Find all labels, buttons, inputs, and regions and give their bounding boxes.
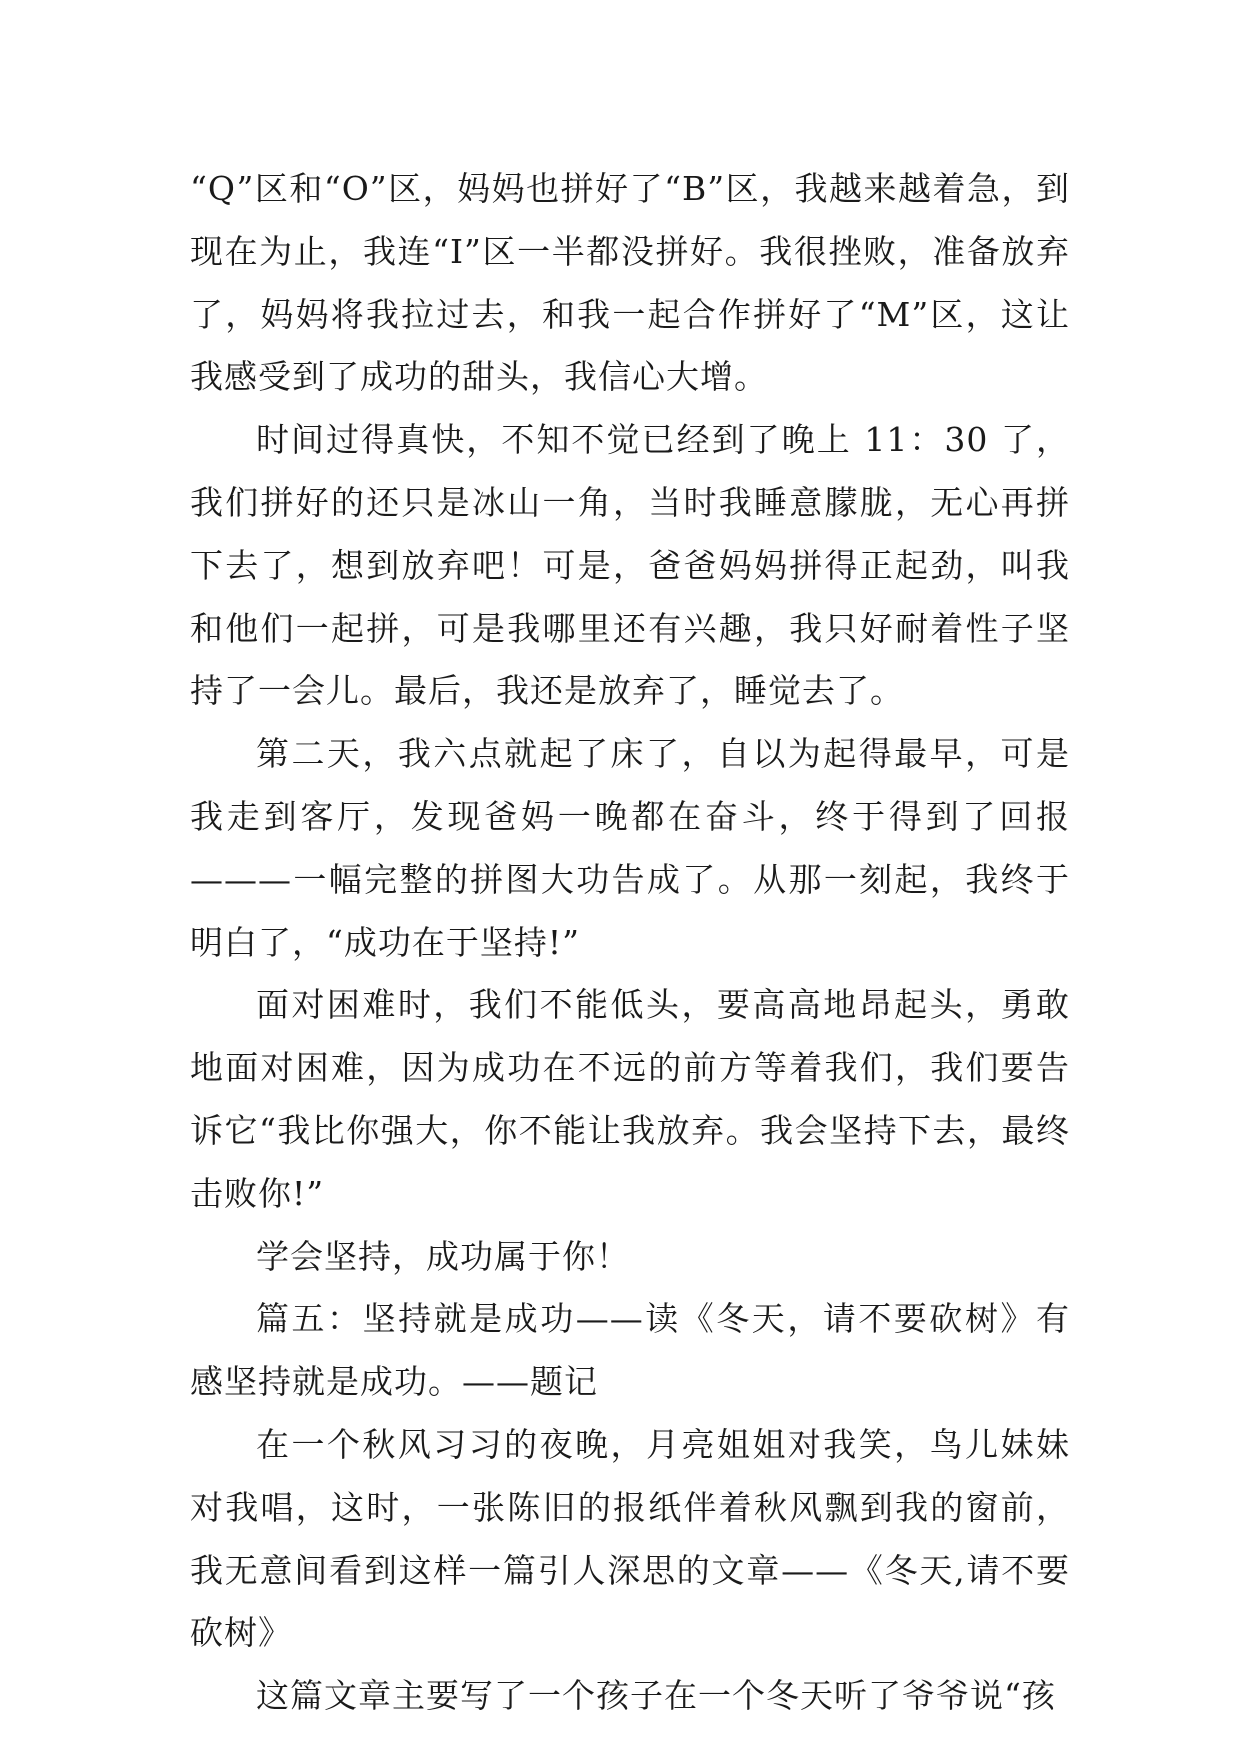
paragraph: “Q”区和“O”区，妈妈也拼好了“B”区，我越来越着急，到现在为止，我连“I”区一半都没拼好。我很挫败，准备放弃了，妈妈将我拉过去，和我一起合作拼好了“M”区，这让我感受到了成功的甜头，我信心大增。 [190,169,1070,397]
document-body [190,158,1070,1728]
paragraph: 这篇文章主要写了一个孩子在一个冬天听了爷爷说“孩 [256,1676,1056,1716]
paragraph: 面对困难时，我们不能低头，要高高地昂起头，勇敢地面对困难，因为成功在不远的前方等着我们，我们要告诉它“我比你强大，你不能让我放弃。我会坚持下去，最终击败你!” [190,985,1070,1213]
paragraph: 篇五：坚持就是成功——读《冬天，请不要砍树》有感坚持就是成功。——题记 [190,1299,1070,1402]
paragraph: 学会坚持，成功属于你！ [256,1236,630,1276]
paragraph: 时间过得真快，不知不觉已经到了晚上 11：30 了，我们拼好的还只是冰山一角，当时我睡意朦胧，无心再拼下去了，想到放弃吧！可是，爸爸妈妈拼得正起劲，叫我和他们一起拼，可是我哪里还有兴趣，我只好耐着性子坚持了一会儿。最后，我还是放弃了，睡觉去了。 [190,420,1070,711]
paragraph: 在一个秋风习习的夜晚，月亮姐姐对我笑，鸟儿妹妹对我唱，这时，一张陈旧的报纸伴着秋风飘到我的窗前，我无意间看到这样一篇引人深思的文章——《冬天,请不要砍树》 [190,1424,1070,1653]
paragraph: 第二天，我六点就起了床了，自以为起得最早，可是我走到客厅，发现爸妈一晚都在奋斗，终于得到了回报———一幅完整的拼图大功告成了。从那一刻起，我终于明白了，“成功在于坚持!” [190,734,1070,962]
